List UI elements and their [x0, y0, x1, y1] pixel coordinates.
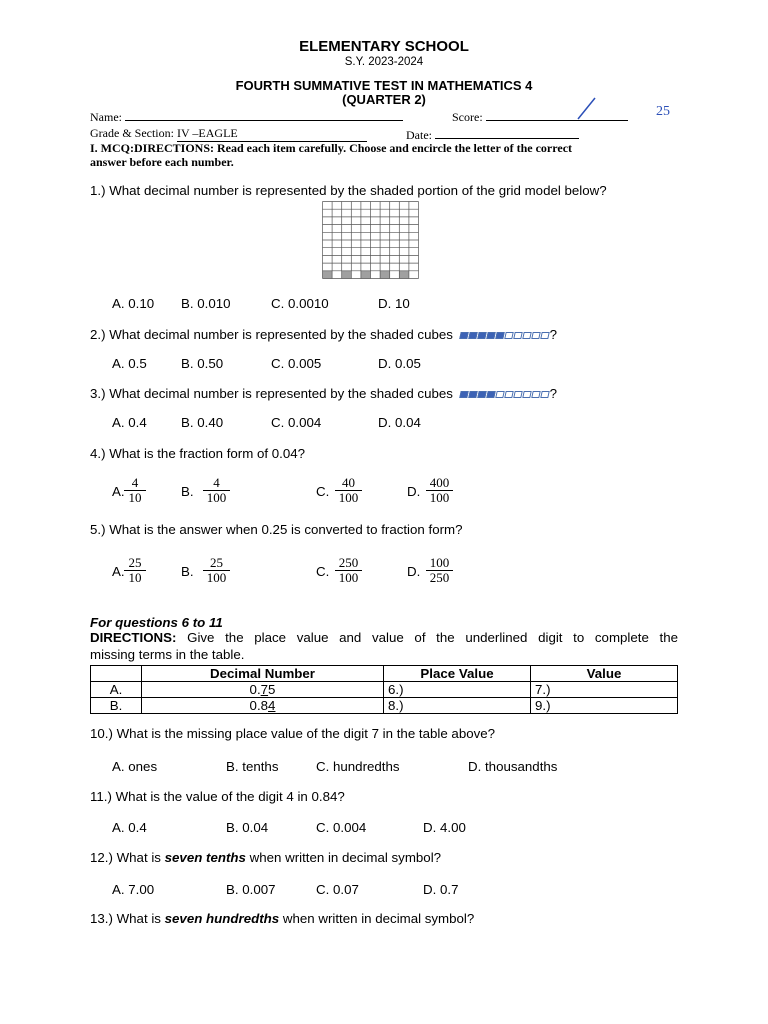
q4-option-a-letter[interactable]: A.	[112, 484, 125, 499]
shaded-cube	[468, 332, 477, 339]
section2-heading: For questions 6 to 11	[90, 615, 223, 630]
shaded-cube	[486, 391, 495, 398]
unshaded-cube	[513, 332, 522, 339]
q4-option-a-fraction[interactable]: $\frac{4}{10}$	[124, 476, 146, 505]
q1-grid-model	[322, 201, 419, 279]
score-blank[interactable]	[486, 108, 628, 121]
place-value-table	[90, 665, 678, 714]
grid-shaded-cell	[380, 271, 390, 279]
q10-option-c[interactable]: C. hundredths	[316, 759, 400, 774]
name-field[interactable]	[90, 108, 403, 125]
q4-option-b-fraction[interactable]: $\frac{4}{100}$	[203, 476, 230, 505]
q4-option-c-letter[interactable]: C.	[316, 484, 330, 499]
q1-option-a[interactable]: A. 0.10	[112, 296, 155, 311]
mcq-directions-line2: answer before each number.	[90, 155, 234, 169]
row-b-underlined-digit: 4	[268, 698, 276, 713]
table-row	[91, 698, 678, 714]
q4-text: 4.) What is the fraction form of 0.04?	[90, 446, 306, 461]
q10-option-d[interactable]: D. thousandths	[468, 759, 558, 774]
grade-section-field[interactable]	[90, 126, 367, 142]
q2-option-d[interactable]: D. 0.05	[378, 356, 421, 371]
grade-label: Grade & Section:	[90, 126, 174, 140]
quarter-label: (QUARTER 2)	[342, 92, 426, 107]
grade-value[interactable]: IV –EAGLE	[177, 126, 367, 142]
q5-text: 5.) What is the answer when 0.25 is converted to fraction form?	[90, 522, 463, 537]
q12-option-c[interactable]: C. 0.07	[316, 882, 359, 897]
row-b-value[interactable]: 9.)	[531, 698, 678, 714]
row-b-letter: B.	[91, 698, 142, 714]
unshaded-cube	[540, 391, 549, 398]
q12-option-a[interactable]: A. 7.00	[112, 882, 155, 897]
grid-shaded-cell	[342, 271, 352, 279]
q11-text: 11.) What is the value of the digit 4 in 0.84?	[90, 789, 345, 804]
q5-option-d-fraction[interactable]: $\frac{100}{250}$	[426, 556, 453, 585]
q10-option-a[interactable]: A. ones	[112, 759, 158, 774]
q5-option-b-fraction[interactable]: $\frac{25}{100}$	[203, 556, 230, 585]
unshaded-cube	[540, 332, 549, 339]
shaded-cube	[486, 332, 495, 339]
shaded-cube	[459, 332, 468, 339]
unshaded-cube	[522, 391, 531, 398]
q4-option-b-letter[interactable]: B.	[181, 484, 194, 499]
q1-text: 1.) What decimal number is represented by the shaded portion of the grid model below?	[90, 183, 607, 198]
row-a-place-value[interactable]: 6.)	[384, 682, 531, 698]
score-label: Score:	[452, 110, 483, 124]
q1-option-c[interactable]: C. 0.0010	[271, 296, 329, 311]
q2-text-line	[90, 327, 557, 342]
section2-directions-text: Give the place value and value of the underlined digit to complete the	[176, 630, 678, 645]
q11-option-d[interactable]: D. 4.00	[423, 820, 466, 835]
date-blank[interactable]	[435, 126, 579, 139]
table-header-row	[91, 666, 678, 682]
q5-option-a-fraction[interactable]: $\frac{25}{10}$	[124, 556, 146, 585]
row-a-decimal: 0.75	[142, 682, 384, 698]
q4-option-c-fraction[interactable]: $\frac{40}{100}$	[335, 476, 362, 505]
row-a-letter: A.	[91, 682, 142, 698]
name-blank[interactable]	[125, 108, 403, 121]
q11-option-c[interactable]: C. 0.004	[316, 820, 367, 835]
shaded-cube	[459, 391, 468, 398]
unshaded-cube	[504, 332, 513, 339]
unshaded-cube	[504, 391, 513, 398]
section2-directions-line2: missing terms in the table.	[90, 647, 245, 662]
section2-directions	[90, 630, 678, 645]
school-year: S.Y. 2023-2024	[344, 56, 424, 68]
q3-question-mark: ?	[549, 386, 558, 401]
q2-option-c[interactable]: C. 0.005	[271, 356, 322, 371]
q1-option-d[interactable]: D. 10	[378, 296, 410, 311]
q2-text: 2.) What decimal number is represented by the shaded cubes	[90, 327, 453, 342]
q12-option-b[interactable]: B. 0.007	[226, 882, 276, 897]
grid-shaded-cell	[361, 271, 371, 279]
unshaded-cube	[531, 332, 540, 339]
q3-cubes-model	[460, 386, 550, 401]
unshaded-cube	[531, 391, 540, 398]
school-name: ELEMENTARY SCHOOL	[299, 38, 469, 55]
q3-option-b[interactable]: B. 0.40	[181, 415, 224, 430]
q4-option-d-fraction[interactable]: $\frac{400}{100}$	[426, 476, 453, 505]
q12-emphasis: seven tenths	[164, 850, 246, 865]
table-header-place-value: Place Value	[384, 666, 531, 682]
q3-option-a[interactable]: A. 0.4	[112, 415, 147, 430]
table-header-value: Value	[531, 666, 678, 682]
q5-option-a-letter[interactable]: A.	[112, 564, 125, 579]
q3-text: 3.) What decimal number is represented by the shaded cubes	[90, 386, 453, 401]
q2-cubes-model	[460, 327, 550, 342]
section2-directions-label: DIRECTIONS:	[90, 630, 177, 645]
q2-option-b[interactable]: B. 0.50	[181, 356, 224, 371]
q1-option-b[interactable]: B. 0.010	[181, 296, 231, 311]
q5-option-c-fraction[interactable]: $\frac{250}{100}$	[335, 556, 362, 585]
table-header-decimal: Decimal Number	[142, 666, 384, 682]
test-title: FOURTH SUMMATIVE TEST IN MATHEMATICS 4	[235, 78, 533, 93]
q4-option-d-letter[interactable]: D.	[407, 484, 421, 499]
shaded-cube	[477, 332, 486, 339]
name-label: Name:	[90, 110, 122, 124]
q12-option-d[interactable]: D. 0.7	[423, 882, 459, 897]
date-label: Date:	[406, 128, 432, 142]
unshaded-cube	[513, 391, 522, 398]
q11-option-b[interactable]: B. 0.04	[226, 820, 269, 835]
q10-text: 10.) What is the missing place value of the digit 7 in the table above?	[90, 726, 496, 741]
score-value: 25	[656, 104, 670, 119]
shaded-cube	[477, 391, 486, 398]
table-row	[91, 682, 678, 698]
unshaded-cube	[495, 391, 504, 398]
q10-option-b[interactable]: B. tenths	[226, 759, 279, 774]
q2-question-mark: ?	[549, 327, 558, 342]
q11-option-a[interactable]: A. 0.4	[112, 820, 147, 835]
grid-shaded-cell	[399, 271, 409, 279]
shaded-cube	[468, 391, 477, 398]
q2-option-a[interactable]: A. 0.5	[112, 356, 147, 371]
q12-text: 12.) What is seven tenths when written in decimal symbol?	[90, 850, 442, 865]
mcq-directions: I. MCQ:DIRECTIONS: Read each item carefully. Choose and encircle the letter of the correct	[90, 141, 573, 155]
row-b-decimal: 0.84	[142, 698, 384, 714]
row-a-value[interactable]: 7.)	[531, 682, 678, 698]
q5-option-d-letter[interactable]: D.	[407, 564, 421, 579]
table-header-letter	[91, 666, 142, 682]
q5-option-b-letter[interactable]: B.	[181, 564, 194, 579]
q13-text: 13.) What is seven hundredths when written in decimal symbol?	[90, 911, 475, 926]
unshaded-cube	[522, 332, 531, 339]
grid-shaded-cell	[323, 271, 333, 279]
row-b-place-value[interactable]: 8.)	[384, 698, 531, 714]
q3-option-d[interactable]: D. 0.04	[378, 415, 421, 430]
q5-option-c-letter[interactable]: C.	[316, 564, 330, 579]
q13-emphasis: seven hundredths	[164, 911, 280, 926]
q3-option-c[interactable]: C. 0.004	[271, 415, 322, 430]
q3-text-line	[90, 386, 557, 401]
row-a-underlined-digit: 7	[260, 682, 269, 697]
score-slash-mark	[574, 96, 598, 122]
score-field[interactable]	[452, 108, 628, 125]
shaded-cube	[495, 332, 504, 339]
